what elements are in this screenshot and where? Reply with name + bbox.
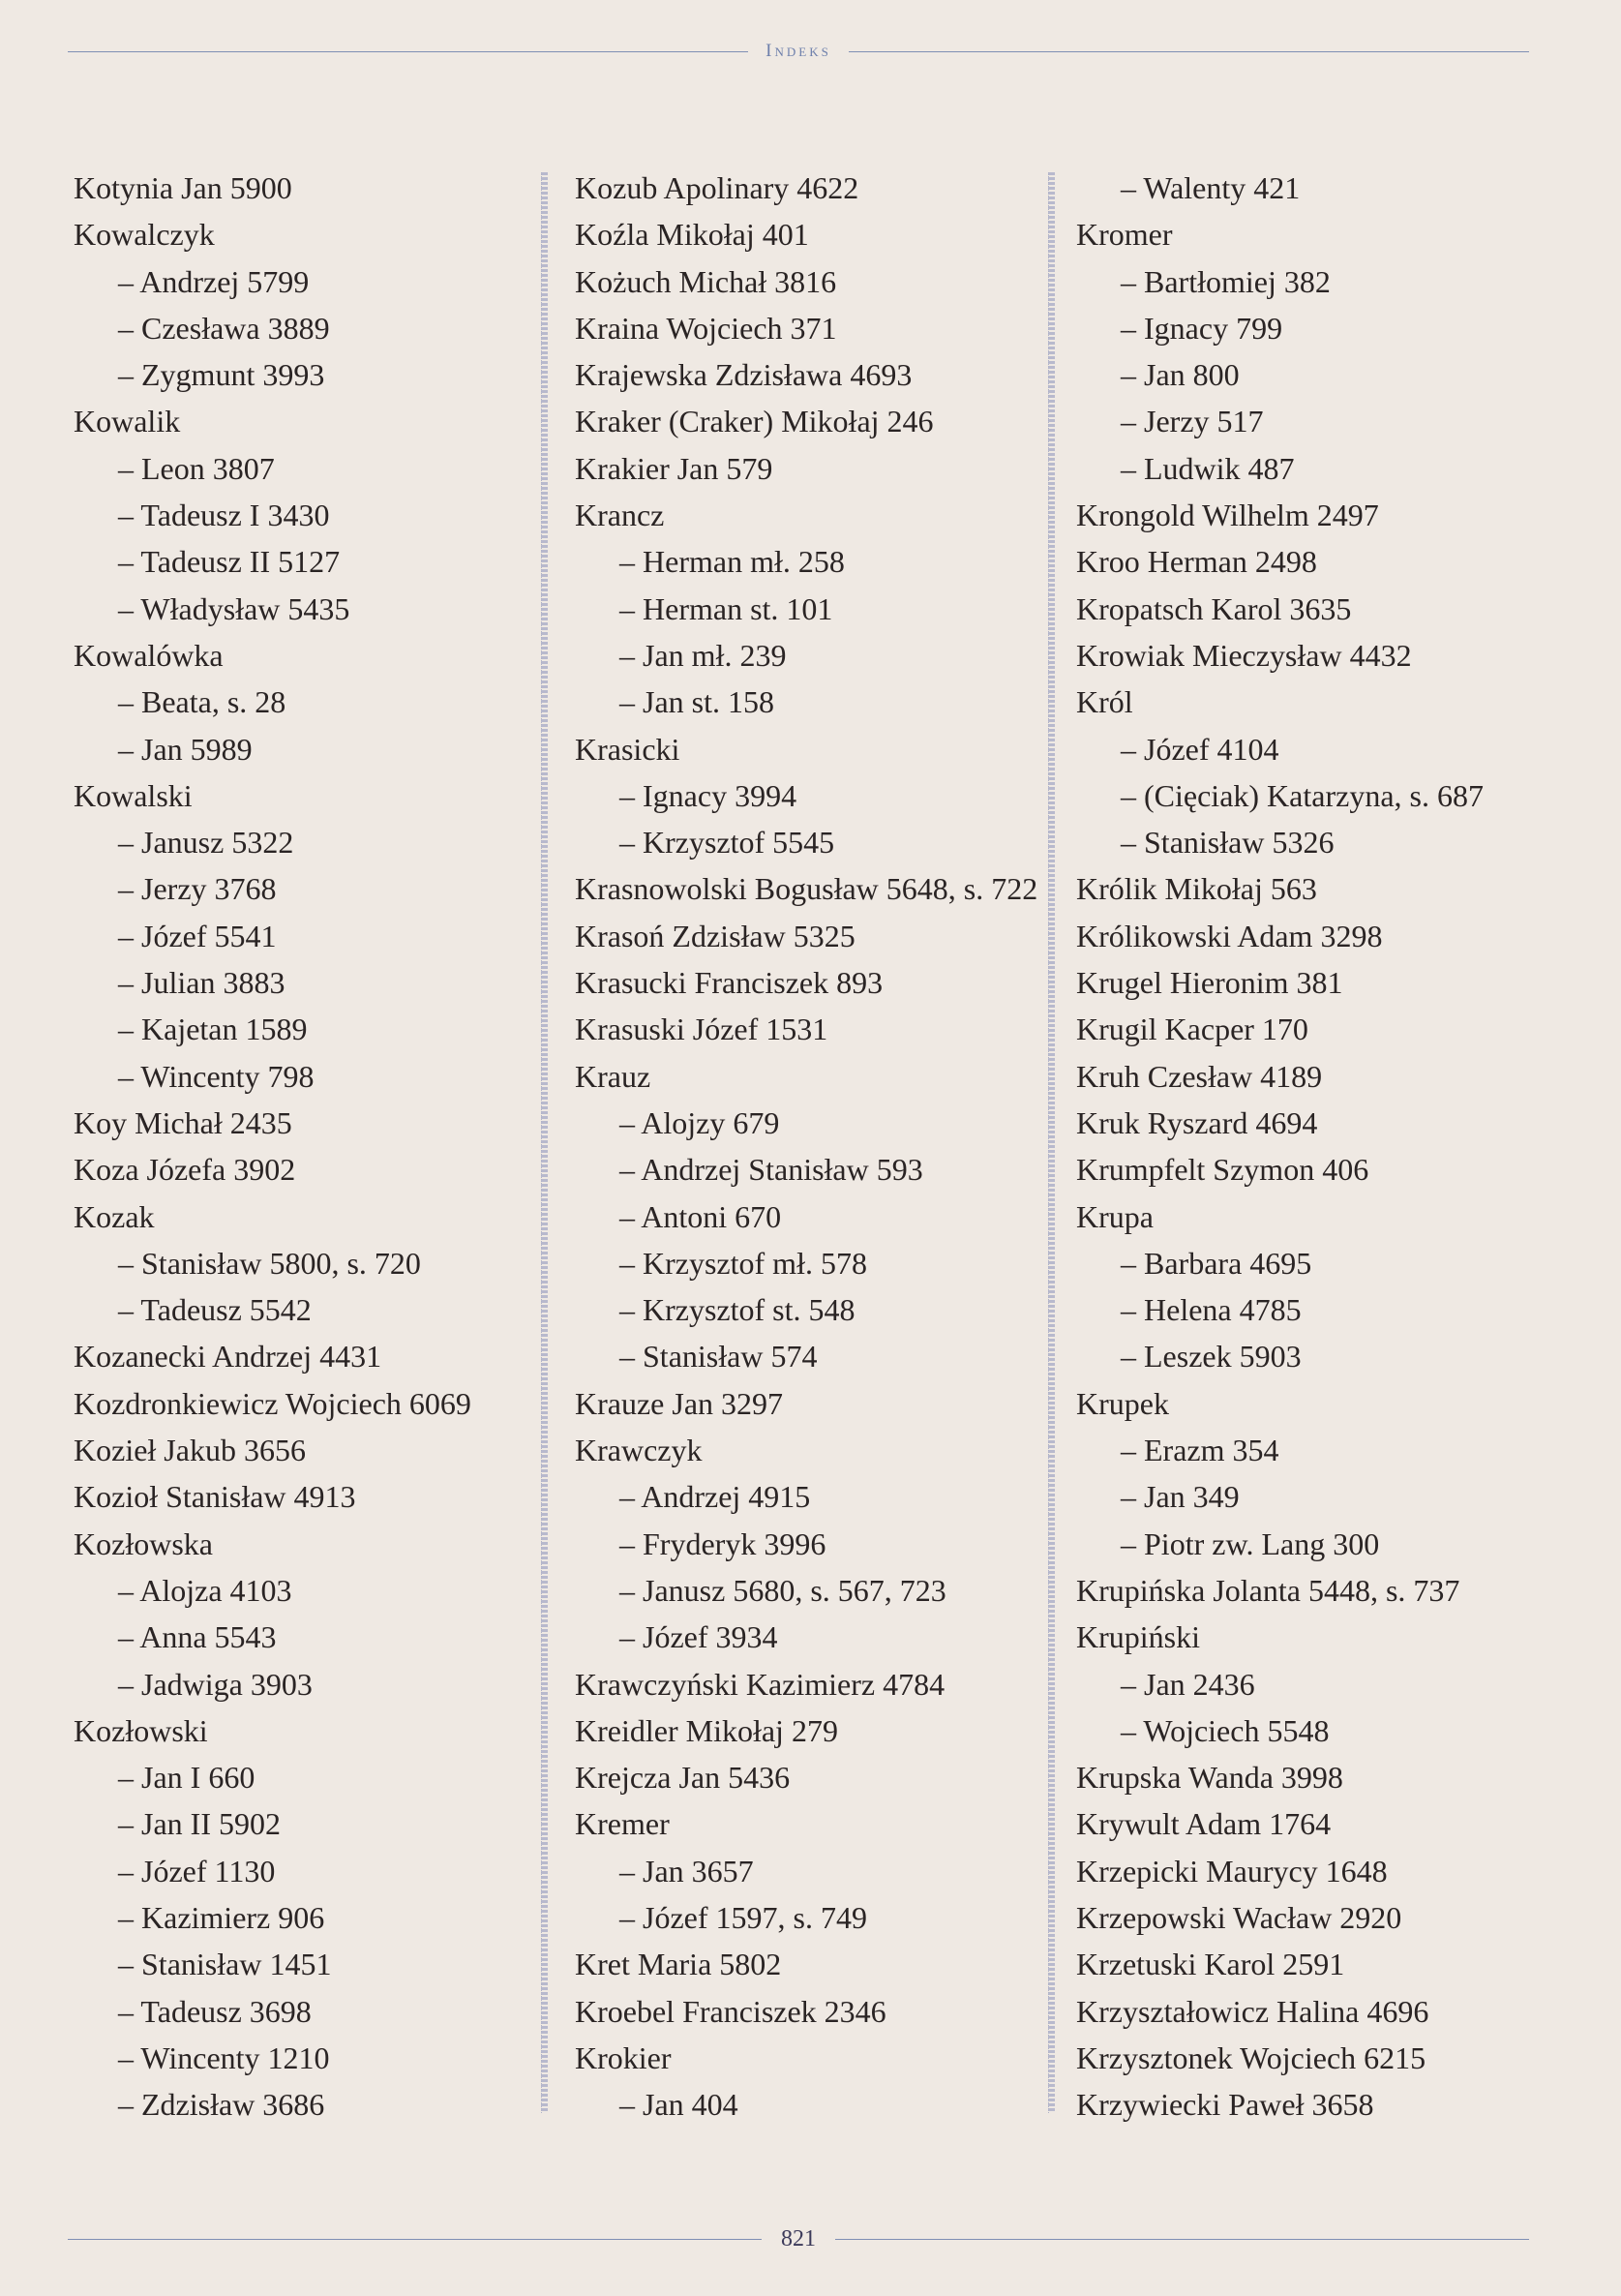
index-subentry: – Herman mł. 258 (619, 544, 845, 580)
index-entry: Koźla Mikołaj 401 (575, 217, 809, 253)
footer-rule-left (68, 2239, 762, 2240)
index-subentry: – Ludwik 487 (1121, 450, 1295, 486)
index-entry: Krumpfelt Szymon 406 (1076, 1152, 1369, 1188)
index-subentry: – (Cięciak) Katarzyna, s. 687 (1121, 777, 1484, 813)
index-subentry: – Bartłomiej 382 (1121, 263, 1331, 299)
index-subentry: – Jan II 5902 (118, 1806, 281, 1842)
index-subentry: – Władysław 5435 (118, 590, 350, 626)
index-subentry: – Wincenty 798 (118, 1058, 315, 1094)
index-subentry: – Ignacy 799 (1121, 310, 1283, 346)
index-subentry: – Wincenty 1210 (118, 2039, 330, 2075)
index-subentry: – Jadwiga 3903 (118, 1666, 313, 1702)
index-subentry: – Jan mł. 239 (619, 637, 787, 673)
header-rule-left (68, 51, 748, 52)
index-entry: Królik Mikołaj 563 (1076, 871, 1317, 907)
index-subentry: – Józef 1597, s. 749 (619, 1899, 867, 1935)
index-subentry: – Andrzej Stanisław 593 (619, 1152, 923, 1188)
index-subentry: – Jan 3657 (619, 1853, 754, 1888)
index-subentry: – Beata, s. 28 (118, 684, 286, 720)
index-entry: Krasucki Franciszek 893 (575, 965, 884, 1001)
index-subentry: – Jerzy 517 (1121, 404, 1264, 439)
index-subentry: – Józef 1130 (118, 1853, 276, 1888)
index-entry: Kraina Wojciech 371 (575, 310, 837, 346)
index-entry: Kruh Czesław 4189 (1076, 1058, 1323, 1094)
index-entry: Krongold Wilhelm 2497 (1076, 498, 1379, 533)
index-entry: Król (1076, 684, 1133, 720)
index-subentry: – Wojciech 5548 (1121, 1712, 1330, 1748)
index-subentry: – Jan I 660 (118, 1760, 255, 1796)
index-entry: Krzepowski Wacław 2920 (1076, 1899, 1402, 1935)
column-separator (1048, 172, 1055, 2113)
index-subentry: – Krzysztof st. 548 (619, 1292, 856, 1328)
index-entry: Krowiak Mieczysław 4432 (1076, 637, 1412, 673)
index-subentry: – Czesława 3889 (118, 310, 330, 346)
index-subentry: – Fryderyk 3996 (619, 1526, 826, 1561)
index-entry: Krzetuski Karol 2591 (1076, 1947, 1345, 1982)
index-entry: Krupiński (1076, 1619, 1200, 1655)
index-subentry: – Jerzy 3768 (118, 871, 277, 907)
index-subentry: – Andrzej 4915 (619, 1479, 811, 1515)
index-subentry: – Janusz 5322 (118, 825, 294, 861)
page-footer (68, 2224, 1529, 2253)
index-subentry: – Alojza 4103 (118, 1572, 292, 1608)
index-subentry: – Anna 5543 (118, 1619, 277, 1655)
index-subentry: – Jan 800 (1121, 357, 1240, 393)
index-entry: Krauze Jan 3297 (575, 1385, 784, 1421)
index-subentry: – Jan st. 158 (619, 684, 774, 720)
index-entry: Krejcza Jan 5436 (575, 1760, 791, 1796)
index-subentry: – Tadeusz II 5127 (118, 544, 341, 580)
index-entry: Koy Michał 2435 (74, 1104, 292, 1140)
index-subentry: – Antoni 670 (619, 1198, 782, 1234)
index-entry: Krywult Adam 1764 (1076, 1806, 1332, 1842)
footer-rule-right (835, 2239, 1529, 2240)
index-subentry: – Kazimierz 906 (118, 1899, 325, 1935)
index-subentry: – Barbara 4695 (1121, 1245, 1312, 1281)
index-entry: Kremer (575, 1806, 670, 1842)
index-subentry: – Jan 2436 (1121, 1666, 1255, 1702)
index-subentry: – Zdzisław 3686 (118, 2087, 325, 2123)
index-entry: Krasoń Zdzisław 5325 (575, 918, 856, 953)
index-entry: Kozdronkiewicz Wojciech 6069 (74, 1385, 471, 1421)
index-subentry: – Krzysztof 5545 (619, 825, 835, 861)
index-subentry: – Ignacy 3994 (619, 777, 797, 813)
running-title: Indeks (765, 41, 831, 61)
index-entry: Krauz (575, 1058, 651, 1094)
index-entry: Kozłowski (74, 1712, 208, 1748)
column-separator (541, 172, 548, 2113)
index-subentry: – Erazm 354 (1121, 1433, 1279, 1468)
index-entry: Kowalówka (74, 637, 224, 673)
index-subentry: – Jan 404 (619, 2087, 738, 2123)
index-entry: Krancz (575, 498, 665, 533)
index-subentry: – Tadeusz I 3430 (118, 498, 330, 533)
index-entry: Kroebel Franciszek 2346 (575, 1993, 886, 2029)
index-entry: Krzywiecki Paweł 3658 (1076, 2087, 1374, 2123)
index-subentry: – Julian 3883 (118, 965, 285, 1001)
index-entry: Kozieł Jakub 3656 (74, 1433, 306, 1468)
index-entry: Krawczyk (575, 1433, 703, 1468)
index-entry: Kozub Apolinary 4622 (575, 170, 859, 205)
page-header (68, 37, 1529, 66)
index-subentry: – Jan 5989 (118, 731, 253, 767)
index-entry: Krzyształowicz Halina 4696 (1076, 1993, 1429, 2029)
index-entry: Kraker (Craker) Mikołaj 246 (575, 404, 934, 439)
index-subentry: – Stanisław 5800, s. 720 (118, 1245, 421, 1281)
index-subentry: – Piotr zw. Lang 300 (1121, 1526, 1380, 1561)
index-subentry: – Andrzej 5799 (118, 263, 310, 299)
index-entry: Kruk Ryszard 4694 (1076, 1104, 1318, 1140)
index-entry: Kret Maria 5802 (575, 1947, 782, 1982)
index-entry: Kozanecki Andrzej 4431 (74, 1339, 382, 1375)
index-subentry: – Stanisław 574 (619, 1339, 818, 1375)
index-subentry: – Herman st. 101 (619, 590, 833, 626)
index-subentry: – Leszek 5903 (1121, 1339, 1302, 1375)
index-subentry: – Stanisław 1451 (118, 1947, 332, 1982)
index-columns (0, 165, 1621, 2139)
index-entry: Kożuch Michał 3816 (575, 263, 837, 299)
index-subentry: – Krzysztof mł. 578 (619, 1245, 867, 1281)
index-subentry: – Tadeusz 3698 (118, 1993, 312, 2029)
index-subentry: – Tadeusz 5542 (118, 1292, 312, 1328)
index-entry: Krupińska Jolanta 5448, s. 737 (1076, 1572, 1460, 1608)
index-subentry: – Leon 3807 (118, 450, 275, 486)
index-entry: Krupa (1076, 1198, 1154, 1234)
index-entry: Krugil Kacper 170 (1076, 1012, 1308, 1047)
index-subentry: – Józef 4104 (1121, 731, 1279, 767)
index-entry: Krasnowolski Bogusław 5648, s. 722 (575, 871, 1038, 907)
index-entry: Krugel Hieronim 381 (1076, 965, 1343, 1001)
index-column-1 (74, 165, 528, 2123)
index-entry: Kreidler Mikołaj 279 (575, 1712, 838, 1748)
index-entry: Koza Józefa 3902 (74, 1152, 296, 1188)
index-column-3 (1076, 165, 1531, 2123)
index-entry: Krawczyński Kazimierz 4784 (575, 1666, 946, 1702)
index-entry: Kromer (1076, 217, 1173, 253)
index-subentry: – Helena 4785 (1121, 1292, 1302, 1328)
index-entry: Krupska Wanda 3998 (1076, 1760, 1343, 1796)
index-subentry: – Józef 5541 (118, 918, 277, 953)
index-column-2 (575, 165, 1039, 2123)
index-entry: Kowalik (74, 404, 181, 439)
index-entry: Kozioł Stanisław 4913 (74, 1479, 356, 1515)
index-entry: Krakier Jan 579 (575, 450, 773, 486)
index-entry: Kropatsch Karol 3635 (1076, 590, 1352, 626)
index-entry: Kozłowska (74, 1526, 213, 1561)
index-subentry: – Kajetan 1589 (118, 1012, 308, 1047)
index-entry: Kowalski (74, 777, 193, 813)
index-subentry: – Walenty 421 (1121, 170, 1301, 205)
index-subentry: – Zygmunt 3993 (118, 357, 325, 393)
index-entry: Królikowski Adam 3298 (1076, 918, 1383, 953)
index-entry: Krzepicki Maurycy 1648 (1076, 1853, 1388, 1888)
index-subentry: – Jan 349 (1121, 1479, 1240, 1515)
index-entry: Krokier (575, 2039, 672, 2075)
index-entry: Kozak (74, 1198, 155, 1234)
header-rule-right (849, 51, 1529, 52)
index-entry: Kotynia Jan 5900 (74, 170, 292, 205)
index-subentry: – Janusz 5680, s. 567, 723 (619, 1572, 946, 1608)
page-number: 821 (781, 2225, 816, 2251)
index-entry: Kroo Herman 2498 (1076, 544, 1317, 580)
index-entry: Krasicki (575, 731, 680, 767)
index-entry: Kowalczyk (74, 217, 215, 253)
index-subentry: – Stanisław 5326 (1121, 825, 1335, 861)
index-entry: Krzysztonek Wojciech 6215 (1076, 2039, 1426, 2075)
index-entry: Krajewska Zdzisława 4693 (575, 357, 913, 393)
index-subentry: – Józef 3934 (619, 1619, 778, 1655)
index-entry: Krupek (1076, 1385, 1169, 1421)
index-subentry: – Alojzy 679 (619, 1104, 780, 1140)
index-entry: Krasuski Józef 1531 (575, 1012, 828, 1047)
